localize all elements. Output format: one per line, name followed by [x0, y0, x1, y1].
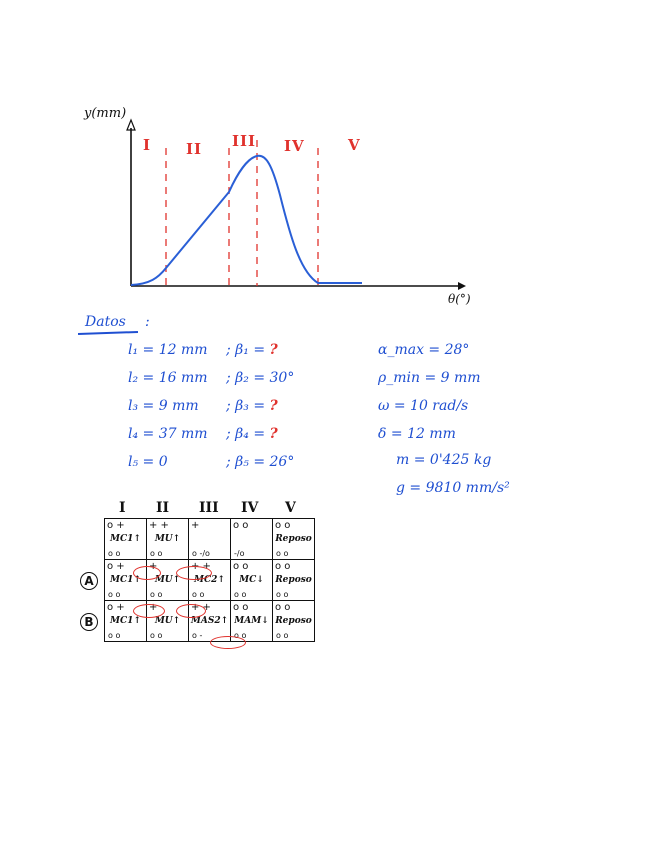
- cell-bottom-marks: o o: [276, 631, 289, 640]
- cell-label: Reposo: [275, 616, 312, 626]
- param-item: α_max = 28°: [378, 342, 470, 358]
- beta-text: ; β₃ =: [226, 398, 266, 414]
- circled-sign: [133, 566, 161, 580]
- x-axis-label: θ(°): [448, 292, 471, 306]
- param-item: ω = 10 rad/s: [378, 398, 469, 414]
- param-item: m = 0'425 kg: [396, 452, 492, 468]
- beta-unknown: ?: [269, 342, 278, 358]
- cell-label: MU↑: [154, 575, 181, 585]
- cell-label: MC2↑: [194, 575, 225, 585]
- cell-signs: o +: [107, 561, 125, 572]
- x-axis-arrow: [458, 282, 466, 290]
- cell-label: MC↓: [239, 575, 264, 585]
- cell-bottom-marks: o o: [150, 549, 163, 558]
- cell-label: MC1↑: [110, 575, 141, 585]
- length-item: l₂ = 16 mm: [128, 370, 208, 386]
- cell-bottom-marks: o o: [108, 549, 121, 558]
- cell-bottom-marks: o o: [150, 631, 163, 640]
- cell-signs: + +: [191, 602, 211, 613]
- cell-bottom-marks: o -/o: [192, 549, 210, 558]
- param-item: δ = 12 mm: [378, 426, 456, 442]
- grid-cell: [231, 519, 273, 560]
- cell-bottom-marks: o o: [150, 590, 163, 599]
- data-title-colon: :: [145, 314, 150, 330]
- circled-sign: [176, 604, 206, 618]
- cell-bottom-marks: o o: [108, 590, 121, 599]
- cell-signs: o o: [233, 602, 249, 613]
- beta-item: [226, 364, 294, 392]
- cell-signs: o o: [275, 561, 291, 572]
- cell-bottom-marks: -/o: [234, 549, 245, 558]
- grid-header-4: IV: [241, 500, 259, 516]
- beta-text: ; β₅ = 26°: [226, 454, 295, 470]
- sector-label-5: V: [348, 136, 361, 154]
- beta-text: ; β₄ =: [226, 426, 266, 442]
- row-label-b: B: [80, 613, 98, 631]
- grid-row: [105, 519, 315, 560]
- cell-signs: + +: [149, 520, 169, 531]
- sector-grid: [104, 518, 315, 642]
- sector-label-2: II: [186, 140, 203, 158]
- cell-signs: o o: [275, 602, 291, 613]
- beta-unknown: ?: [269, 398, 278, 414]
- length-item: l₄ = 37 mm: [128, 426, 208, 442]
- cell-bottom-marks: o o: [234, 590, 247, 599]
- beta-item: [226, 420, 294, 448]
- cell-label: Reposo: [275, 575, 312, 585]
- cell-signs: o o: [233, 561, 249, 572]
- cell-signs: +: [149, 561, 158, 572]
- row-label-a: A: [80, 572, 98, 590]
- sector-label-1: I: [143, 136, 152, 154]
- grid-cell: [231, 560, 273, 601]
- grid-cell: [105, 519, 147, 560]
- grid-header-3: III: [199, 500, 219, 516]
- cell-label: MAS2↑: [190, 616, 229, 626]
- cell-label: MU↑: [154, 616, 181, 626]
- cell-bottom-marks: o o: [192, 590, 205, 599]
- cell-signs: +: [191, 520, 200, 531]
- cell-signs: +: [149, 602, 158, 613]
- circled-sign: [210, 636, 246, 649]
- cell-label: Reposo: [275, 534, 312, 544]
- data-title: Datos: [85, 314, 126, 330]
- beta-unknown: ?: [269, 426, 278, 442]
- cell-label: MC1↑: [110, 616, 141, 626]
- cell-signs: o +: [107, 520, 125, 531]
- beta-text: ; β₂ = 30°: [226, 370, 295, 386]
- cell-signs: o o: [275, 520, 291, 531]
- cell-bottom-marks: o o: [276, 590, 289, 599]
- y-axis-label: y(mm): [84, 106, 127, 121]
- cell-label: MAM↓: [234, 616, 269, 626]
- beta-text: ; β₁ =: [226, 342, 266, 358]
- cell-signs: + +: [191, 561, 211, 572]
- length-item: l₅ = 0: [128, 454, 168, 470]
- grid-header-2: II: [156, 500, 170, 516]
- cell-bottom-marks: o o: [108, 631, 121, 640]
- circled-sign: [176, 566, 212, 580]
- cell-bottom-marks: o -: [192, 631, 203, 640]
- grid-header-5: V: [285, 500, 296, 516]
- grid-cell: [231, 601, 273, 642]
- grid-row: [105, 560, 315, 601]
- cell-bottom-marks: o o: [234, 631, 247, 640]
- beta-item: [226, 448, 294, 476]
- param-item: ρ_min = 9 mm: [378, 370, 481, 386]
- cell-label: MU↑: [154, 534, 181, 544]
- lengths-list: [128, 336, 208, 476]
- cell-signs: o o: [233, 520, 249, 531]
- grid-cell: [147, 519, 189, 560]
- beta-item: [226, 392, 294, 420]
- beta-item: [226, 336, 294, 364]
- grid-cell: [273, 560, 315, 601]
- grid-cell: [273, 519, 315, 560]
- betas-list: [226, 336, 294, 476]
- cell-label: MC1↑: [110, 534, 141, 544]
- length-item: l₃ = 9 mm: [128, 398, 199, 414]
- params-list: [378, 336, 481, 448]
- cell-signs: o +: [107, 602, 125, 613]
- length-item: l₁ = 12 mm: [128, 342, 208, 358]
- grid-cell: [273, 601, 315, 642]
- cell-bottom-marks: o o: [276, 549, 289, 558]
- param-item: g = 9810 mm/s²: [396, 480, 510, 496]
- circled-sign: [133, 604, 165, 618]
- grid-header-1: I: [119, 500, 126, 516]
- grid-cell: [189, 519, 231, 560]
- sector-label-3: III: [232, 132, 257, 150]
- sector-label-4: IV: [284, 137, 305, 155]
- params2-list: [396, 446, 510, 502]
